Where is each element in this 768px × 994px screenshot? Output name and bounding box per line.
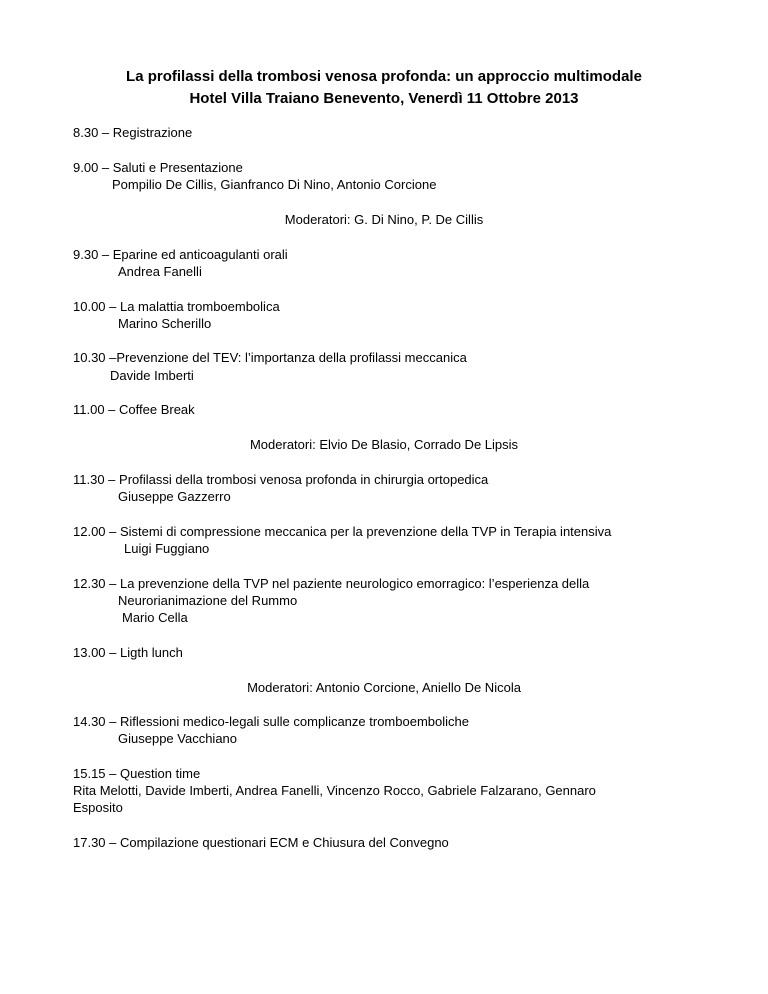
closing-item: 17.30 – Compilazione questionari ECM e Chiusura del Convegno [73,835,449,850]
talk-item: 14.30 – Riflessioni medico-legali sulle complicanze tromboemboliche [73,714,469,729]
moderators-session-3: Moderatori: Antonio Corcione, Aniello De Nicola [247,680,521,695]
moderators-session-2: Moderatori: Elvio De Blasio, Corrado De Lipsis [249,437,519,452]
event-venue-date: Hotel Villa Traiano Benevento, Venerdì 11 Ottobre 2013 [189,90,579,107]
talk-speaker: Mario Cella [122,610,188,625]
talk-item: 11.30 – Profilassi della trombosi venosa profonda in chirurgia ortopedica [73,472,489,487]
talk-speaker: Giuseppe Vacchiano [118,731,238,746]
talk-title-continued: Neurorianimazione del Rummo [118,593,298,608]
talk-speaker: Marino Scherillo [118,316,212,331]
talk-item: 10.00 – La malattia tromboembolica [73,299,280,314]
lunch-item: 13.00 – Ligth lunch [73,645,183,660]
talk-speaker: Andrea Fanelli [118,264,202,279]
talk-speaker: Giuseppe Gazzerro [118,489,231,504]
question-time-speakers: Rita Melotti, Davide Imberti, Andrea Fanelli, Vincenzo Rocco, Gabriele Falzarano, Gennaro [73,783,596,798]
welcome-speakers: Pompilio De Cillis, Gianfranco Di Nino, Antonio Corcione [112,177,437,192]
question-time-item: 15.15 – Question time [73,766,201,781]
moderators-session-1: Moderatori: G. Di Nino, P. De Cillis [284,212,484,227]
coffee-break-item: 11.00 – Coffee Break [73,402,195,417]
talk-item: 12.00 – Sistemi di compressione meccanica per la prevenzione della TVP in Terapia intensiva [73,524,612,539]
talk-speaker: Luigi Fuggiano [124,541,210,556]
registration-item: 8.30 – Registrazione [73,125,193,140]
talk-speaker: Davide Imberti [110,368,194,383]
talk-item: 9.30 – Eparine ed anticoagulanti orali [73,247,288,262]
welcome-item: 9.00 – Saluti e Presentazione [73,160,243,175]
question-time-speakers-continued: Esposito [73,800,123,815]
talk-item: 10.30 –Prevenzione del TEV: l’importanza della profilassi meccanica [73,350,467,365]
talk-item: 12.30 – La prevenzione della TVP nel paziente neurologico emorragico: l’esperienza della [73,576,590,591]
document-title: La profilassi della trombosi venosa profonda: un approccio multimodale [126,68,642,85]
